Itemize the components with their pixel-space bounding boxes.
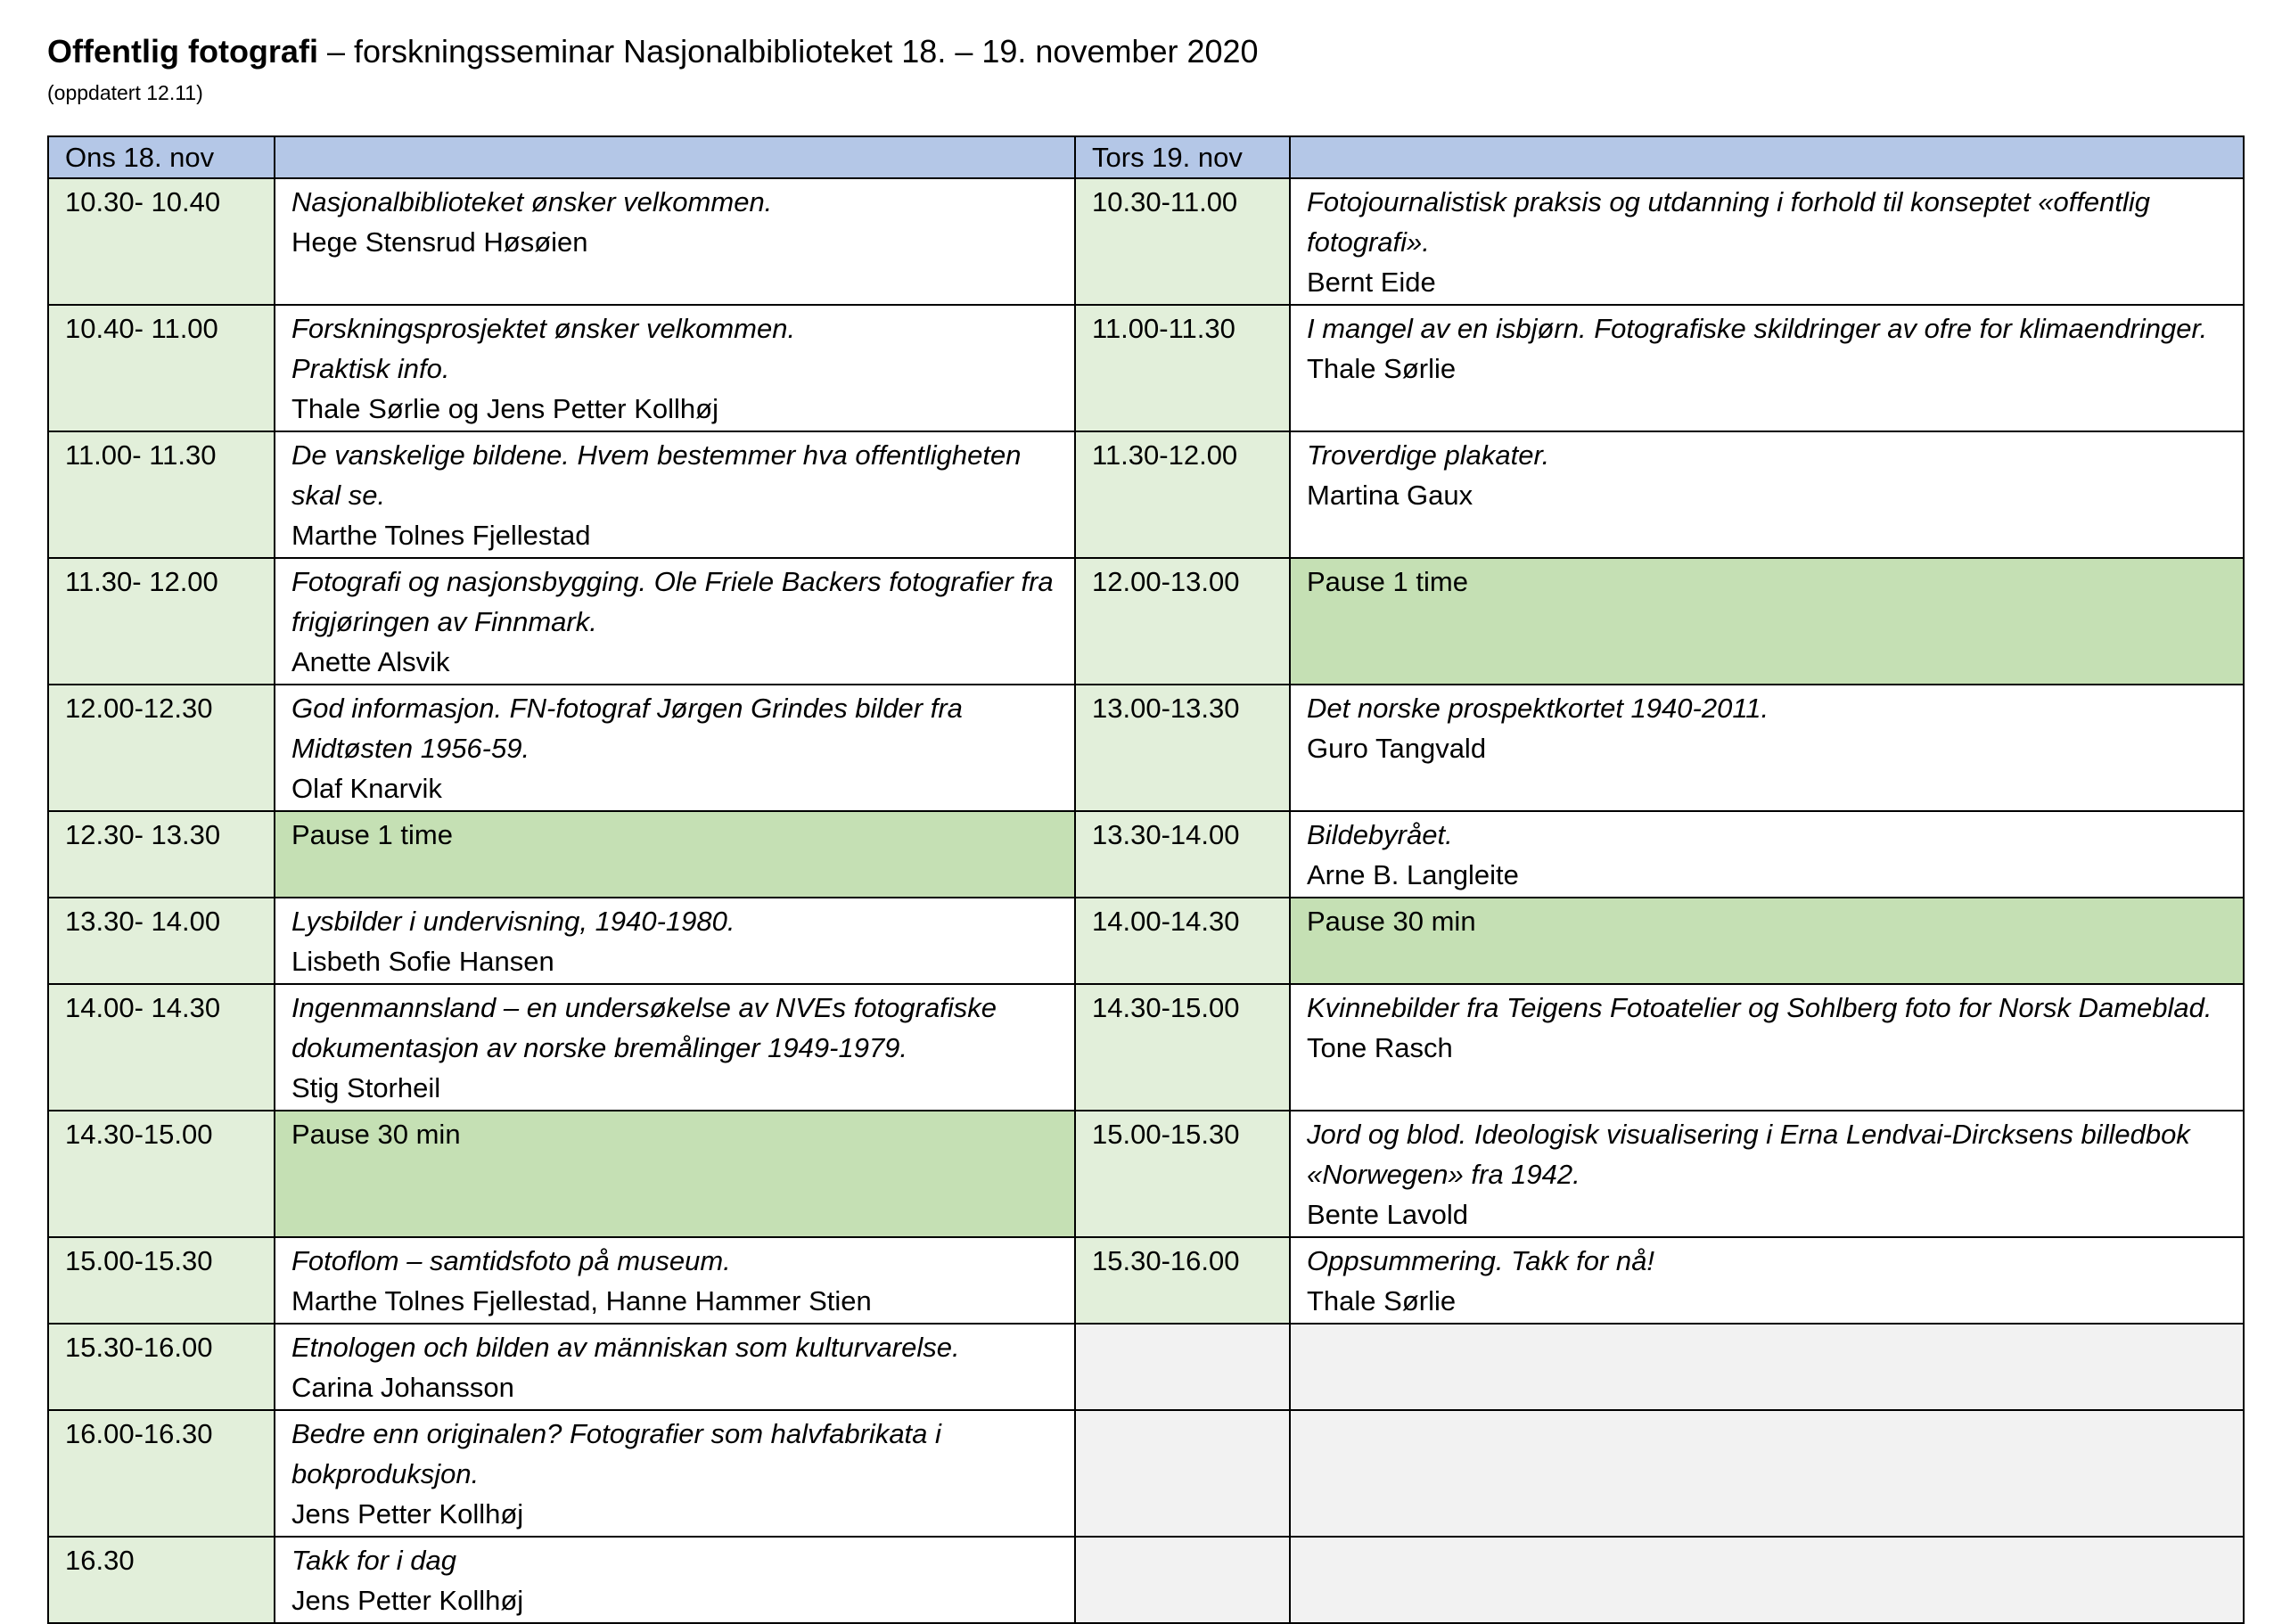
session-cell <box>275 305 1075 431</box>
day-header-spacer <box>275 136 1075 178</box>
session-time: 12.30- 13.30 <box>48 811 275 898</box>
empty-cell <box>1290 1537 2244 1623</box>
session-time: 13.00-13.30 <box>1075 685 1290 811</box>
session-time: 12.00-13.00 <box>1075 558 1290 685</box>
session-speaker: Bernt Eide <box>1307 267 1436 298</box>
session-title: De vanskelige bildene. Hvem bestemmer hva offentligheten skal se. <box>291 439 1022 511</box>
empty-cell <box>1290 1324 2244 1410</box>
schedule-row <box>48 305 2244 431</box>
session-cell <box>275 431 1075 558</box>
session-title: Troverdige plakater. <box>1307 439 1550 471</box>
empty-cell <box>1290 1410 2244 1537</box>
session-speaker: Guro Tangvald <box>1307 733 1487 764</box>
session-title: Kvinnebilder fra Teigens Fotoatelier og Sohlberg foto for Norsk Dameblad. <box>1307 992 2212 1023</box>
pause-cell: Pause 1 time <box>275 811 1075 898</box>
schedule-row <box>48 1410 2244 1537</box>
session-title: God informasjon. FN-fotograf Jørgen Grindes bilder fra Midtøsten 1956-59. <box>291 693 963 764</box>
empty-cell <box>1075 1537 1290 1623</box>
session-time: 11.30-12.00 <box>1075 431 1290 558</box>
session-title: Fotojournalistisk praksis og utdanning i forhold til konseptet «offentlig fotografi». <box>1307 186 2151 258</box>
session-cell <box>1290 178 2244 305</box>
schedule-row <box>48 685 2244 811</box>
session-cell <box>275 984 1075 1111</box>
session-title: Lysbilder i undervisning, 1940-1980. <box>291 906 735 937</box>
session-cell <box>1290 305 2244 431</box>
session-cell <box>275 1324 1075 1410</box>
session-time: 14.00-14.30 <box>1075 898 1290 984</box>
session-speaker: Jens Petter Kollhøj <box>291 1498 524 1530</box>
session-title: Forskningsprosjektet ønsker velkommen. Praktisk info. <box>291 313 796 384</box>
session-time: 10.40- 11.00 <box>48 305 275 431</box>
schedule-row <box>48 1237 2244 1324</box>
title-bold: Offentlig fotografi <box>47 33 318 70</box>
schedule-row <box>48 178 2244 305</box>
title-rest: – forskningsseminar Nasjonalbiblioteket 18. – 19. november 2020 <box>317 33 1259 70</box>
session-time: 10.30- 10.40 <box>48 178 275 305</box>
session-time: 10.30-11.00 <box>1075 178 1290 305</box>
schedule-row <box>48 1111 2244 1237</box>
day-header-row <box>48 136 2244 178</box>
pause-cell: Pause 30 min <box>1290 898 2244 984</box>
updated-note: (oppdatert 12.11) <box>47 81 203 104</box>
session-cell <box>275 1237 1075 1324</box>
schedule-table <box>47 135 2245 1624</box>
session-speaker: Bente Lavold <box>1307 1199 1468 1230</box>
schedule-row <box>48 811 2244 898</box>
schedule-row <box>48 431 2244 558</box>
empty-cell <box>1075 1410 1290 1537</box>
session-speaker: Thale Sørlie <box>1307 1285 1457 1316</box>
session-time: 16.30 <box>48 1537 275 1623</box>
session-title: Oppsummering. Takk for nå! <box>1307 1245 1654 1276</box>
session-speaker: Anette Alsvik <box>291 646 450 677</box>
session-title: Fotoflom – samtidsfoto på museum. <box>291 1245 731 1276</box>
session-cell <box>275 558 1075 685</box>
day-header-spacer <box>1290 136 2244 178</box>
day-label: Tors 19. nov <box>1075 136 1290 178</box>
session-cell <box>275 685 1075 811</box>
session-title: Takk for i dag <box>291 1545 456 1576</box>
schedule-row <box>48 898 2244 984</box>
session-cell <box>275 898 1075 984</box>
session-time: 15.00-15.30 <box>1075 1111 1290 1237</box>
session-time: 11.30- 12.00 <box>48 558 275 685</box>
schedule-row <box>48 558 2244 685</box>
pause-cell: Pause 30 min <box>275 1111 1075 1237</box>
session-speaker: Lisbeth Sofie Hansen <box>291 946 554 977</box>
session-title: Bedre enn originalen? Fotografier som halvfabrikata i bokproduksjon. <box>291 1418 941 1489</box>
session-speaker: Martina Gaux <box>1307 480 1473 511</box>
session-title: Jord og blod. Ideologisk visualisering i Erna Lendvai-Dircksens billedbok «Norwegen» fra 1942. <box>1307 1119 2190 1190</box>
session-cell <box>1290 984 2244 1111</box>
pause-cell: Pause 1 time <box>1290 558 2244 685</box>
session-cell <box>1290 431 2244 558</box>
session-time: 13.30- 14.00 <box>48 898 275 984</box>
session-time: 14.00- 14.30 <box>48 984 275 1111</box>
session-speaker: Tone Rasch <box>1307 1032 1453 1063</box>
empty-cell <box>1075 1324 1290 1410</box>
session-speaker: Marthe Tolnes Fjellestad <box>291 520 591 551</box>
session-speaker: Marthe Tolnes Fjellestad, Hanne Hammer Stien <box>291 1285 872 1316</box>
document-title <box>47 30 1259 73</box>
session-title: I mangel av en isbjørn. Fotografiske skildringer av ofre for klimaendringer. <box>1307 313 2208 344</box>
session-speaker: Thale Sørlie <box>1307 353 1457 384</box>
session-speaker: Olaf Knarvik <box>291 773 442 804</box>
session-title: Nasjonalbiblioteket ønsker velkommen. <box>291 186 773 217</box>
session-title: Ingenmannsland – en undersøkelse av NVEs fotografiske dokumentasjon av norske bremålinger 1949-1979. <box>291 992 997 1063</box>
session-speaker: Hege Stensrud Høsøien <box>291 226 588 258</box>
session-title: Etnologen och bilden av människan som kulturvarelse. <box>291 1332 960 1363</box>
session-cell <box>1290 1111 2244 1237</box>
schedule-row <box>48 1537 2244 1623</box>
session-cell <box>275 1537 1075 1623</box>
session-title: Bildebyrået. <box>1307 819 1453 850</box>
session-time: 14.30-15.00 <box>1075 984 1290 1111</box>
session-time: 13.30-14.00 <box>1075 811 1290 898</box>
session-time: 15.30-16.00 <box>48 1324 275 1410</box>
session-speaker: Thale Sørlie og Jens Petter Kollhøj <box>291 393 718 424</box>
session-time: 15.00-15.30 <box>48 1237 275 1324</box>
session-time: 14.30-15.00 <box>48 1111 275 1237</box>
session-time: 16.00-16.30 <box>48 1410 275 1537</box>
session-cell <box>275 178 1075 305</box>
session-cell <box>1290 1237 2244 1324</box>
session-speaker: Jens Petter Kollhøj <box>291 1585 524 1616</box>
session-time: 11.00-11.30 <box>1075 305 1290 431</box>
session-time: 12.00-12.30 <box>48 685 275 811</box>
document-header <box>47 30 1259 107</box>
session-cell <box>1290 685 2244 811</box>
schedule-row <box>48 1324 2244 1410</box>
session-cell <box>1290 811 2244 898</box>
day-label: Ons 18. nov <box>48 136 275 178</box>
session-time: 15.30-16.00 <box>1075 1237 1290 1324</box>
schedule-row <box>48 984 2244 1111</box>
session-speaker: Arne B. Langleite <box>1307 859 1519 890</box>
session-cell <box>275 1410 1075 1537</box>
session-speaker: Carina Johansson <box>291 1372 514 1403</box>
session-title: Det norske prospektkortet 1940-2011. <box>1307 693 1769 724</box>
session-title: Fotografi og nasjonsbygging. Ole Friele Backers fotografier fra frigjøringen av Finnmark. <box>291 566 1054 637</box>
session-speaker: Stig Storheil <box>291 1072 441 1103</box>
session-time: 11.00- 11.30 <box>48 431 275 558</box>
